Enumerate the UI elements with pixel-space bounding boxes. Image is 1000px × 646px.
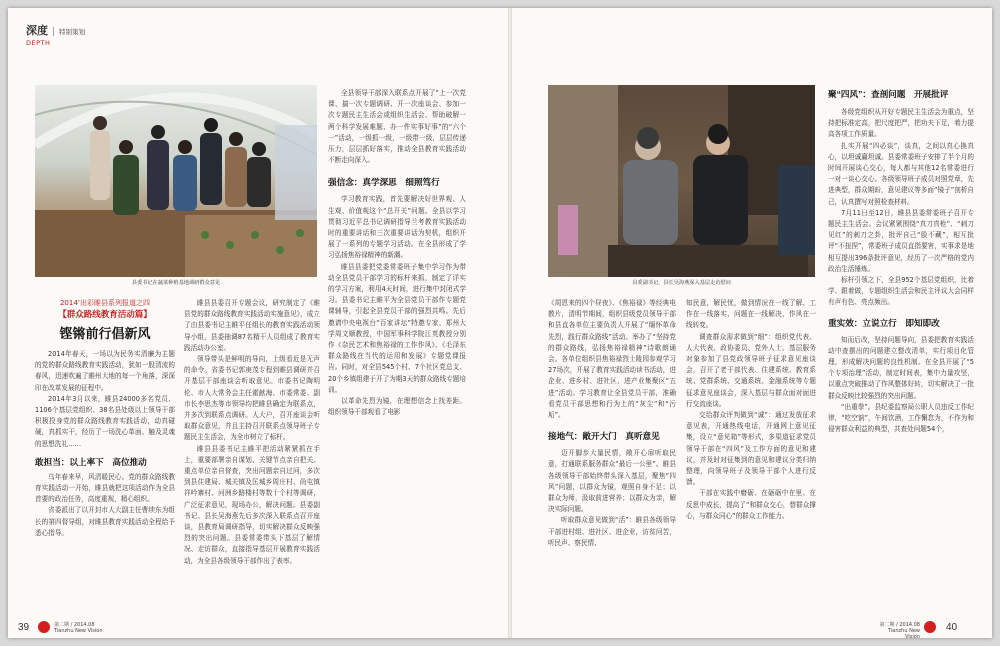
greenhouse-illustration: [35, 85, 317, 277]
r3-paragraph-4: 标杆引领之下，全县952个基层党组织，比着学、跟着做，专题组织生活会和民主评议大会同样有声有色、亮点频出。: [828, 276, 974, 307]
r1-paragraph-3: 听取群众意见做到“活”：睢县各级领导干部进村组、进社区、进企业，访贫问苦，听民声、察民情、: [548, 516, 676, 547]
magazine-logo-icon-right: [924, 621, 936, 633]
article-title: 铿锵前行倡新风: [59, 327, 151, 342]
greenhouse-photo: [35, 85, 317, 277]
spread-gutter: [508, 8, 512, 638]
section-heading-1: 敢担当：以上率下 高位推动: [35, 456, 147, 467]
left-page-number: 39: [18, 622, 30, 633]
intro-paragraph-1: 2014年春天，一场以为民务实清廉为主题的党的群众路线教育实践活动，犹如一股清流的春风，迅速吹遍了睢州大地的每一个角落，深深印在改革发展的征程中。: [35, 350, 175, 392]
intro-paragraph-2: 2014年3月以来，睢县24000多名党员、1106个基层党组织、38名县处级以上领导干部积极投身党的群众路线教育实践活动，动真碰硬，真抓实干，经历了一场洗心革面、触及灵魂的思想洗礼……: [35, 394, 175, 448]
left-issue: 第二期 / 2014.08: [54, 622, 95, 628]
r2-paragraph-2: 调查群众需求做到“细”：组织党代表、人大代表、政协委员、党外人士、基层服务对象参加了县党政领导班子征求意见座谈会，召开了老干部代表、住建系统、教育系统、党群系统、交通系统、金融系统等专题征求意见座谈会，深入基层与群众面对面进行交流座谈。: [686, 332, 816, 408]
right-issue: 第二期 / 2014.08: [879, 622, 920, 628]
c2-paragraph-2: 领导带头是鲜明的导向，上级看近是无声的命令。省委书记郭庚茂专程到睢县调研并召开基层干部座谈会听取意见。市委书记陶明伦、市人大常务会主任霍献海、市委常委、副市长李思杰等市领导均把睢县确定为联系点，并多次到联系点调研。人大户，召开座谈会听取群众意见，并且主持召开联系点领导班子专题民主生活会，为全市树立了标杆。: [184, 355, 320, 442]
r3-paragraph-5: 知而后改，坚持问题导向，县委把教育实践活动中查摆出的问题建立整改清单，实行项目化管理，形成解决问题的良性机制。在全县开展了“5个专项治理”活动，制定时间表，集中力量攻坚，以重点突破推动了作风整体好转，切实解决了一批群众反映比较强烈的突出问题。: [828, 335, 974, 400]
s1-paragraph-1: 乌年春来早，风清暖民心。党的群众路线教育实践活动一开始，睢县就把这项活动作为全县首要的政治任务，高度重视，精心组织。: [35, 472, 175, 504]
right-photo-caption: 县委副书记、县长吴海燕深入基层走访慰问: [632, 280, 731, 286]
section-heading-3: 接地气：敞开大门 真听意见: [548, 431, 660, 442]
r1-paragraph-2: 迈开脚步大量民情，敞开心扉听取民意，打通联系服务群众“最后一公里”。睢县各级领导干部始终带头深入基层，聚焦“四风”问题，以群众为镜，观照自身不足；以群众为师，汲取前进营养；以群众为亲，解决实际问题。: [548, 449, 676, 514]
series-label: 2014’出彩睢县系列报道之四: [59, 299, 151, 307]
right-page-number: 40: [946, 622, 958, 633]
left-magazine-name: Tianzhu New Vision: [54, 628, 103, 634]
series-bracket: 【群众路线教育活动篇】: [58, 310, 152, 320]
section-title: 深度: [26, 24, 48, 37]
section-header: 深度 | 特别策划 DEPTH: [26, 24, 86, 47]
r2-paragraph-1: 知民意，解民忧，做到情况在一线了解、工作在一线落实、问题在一线解决，作风在一线转变。: [686, 299, 816, 330]
right-column-3: [828, 88, 974, 623]
section-subtitle: 特别策划: [59, 28, 86, 36]
left-column-3: [328, 88, 466, 623]
visit-illustration: [548, 85, 815, 277]
section-heading-5: 重实效：立说立行 即知即改: [828, 317, 940, 328]
right-magazine-name: Tianzhu New Vision: [888, 628, 920, 640]
r2-paragraph-3: 交给群众评判做到“诚”：通过发放征求意见表，开通热线电话，开通网上意见征集，设立“意见箱”等形式，多渠道征求党员领导干部在“四风”及工作方面的意见和建议，并及时对征集到的意见和建议分类归纳整理，向领导班子及领导干部个人进行反馈。: [686, 411, 816, 487]
r2-paragraph-4: 干部在实践中磨砺、在砺砺中在里、在反思中成长，提高了“和群众交心，替群众撑心，与群众同心”的群众工作能力。: [686, 489, 816, 520]
r3-paragraph-6: “出重拳”。县纪委监察局公职人员违反工作纪律，“吃空饷”，午间饮酒，工作懈怠为，不作为和侵害群众利益的典型，共查处问题54个，: [828, 402, 974, 434]
c2-paragraph-3: 睢县县委书记主睢平把活动紧紧抓在手上，重要部署亲自谋划、关键节点亲自把关、重点单位亲自督查，突出问题亲自过问，多次到县住建局、城关镇及匡城乡周庄村、尚屯镇祥吟寨村、河洲乡路楼村等数十个村等调研，广泛征求意见，现场办公，解决问题。县委副书记、县长吴海燕先后多次深入联系点召开座谈，县教育局调研指导，切实解决群众反映强烈的突出问题。县委常委带头下基层了解情况、走访群众，直接指导基层开展教育实践活动，为全县各级领导干部作出了表率。: [184, 444, 320, 565]
r3-paragraph-1: 各级党组织从开好专题民主生活会为重点，坚持把标准定高，把尺度把严，把功夫下足，着力提高各项工作质量。: [828, 108, 974, 139]
section-english: DEPTH: [26, 39, 51, 47]
right-column-2: [686, 298, 816, 623]
magazine-spread: [8, 8, 992, 638]
left-issue-info: [54, 622, 103, 634]
right-issue-info: [872, 622, 920, 640]
left-column-1: [35, 298, 175, 623]
left-photo-caption: 县委书记在蔬菜种植基地调研群众意见: [131, 280, 221, 286]
visit-photo: [548, 85, 815, 277]
r1-paragraph-1: 《周恩来的四个昼夜》、《焦裕禄》等经典电教片，清明节期间，组织县级党员领导干部和县直各单位主要负责人开展了“缅怀革命先烈，践行群众路线”活动。举办了“坚持党的群众路线，弘扬焦裕禄精神”诗歌朗诵会。各单位组织县焦裕禄烈士陵园参观学习27场次，开展了教育实践活动读书活动，进企业、进乡村、进社区、进产业集聚区“五进”活动。学习教育让全县党员干部，准确看党员干部思想和行为上的“灰尘”和“污垢”。: [548, 299, 676, 420]
r3-paragraph-3: 7月11日至12日，睢县县委常委班子召开专题民主生活会。会议紧紧围绕“真刀真枪”、“刺刀见红”的刺刀之卦，批评自己“脸不藏”，相互批评“不扭捏”，常委班子成员直指要害，实事求是地相互提出396条批评意见，经历了一次严格的党内政治生活锤炼。: [828, 208, 974, 273]
s2-paragraph-1: 学习教育实践，首先要解决好世界观、人生观、价值观这个“总开关”问题。全县以学习贯彻习近平总书记调研指导兰考教育实践活动时的重要讲话和三次重要讲话为契机，组织开展了一系列的专题学习活动。在全县形成了学习弘扬焦裕禄精神的新潮。: [328, 195, 466, 260]
section-heading-4: 聚“四风”：查剖问题 开展批评: [828, 89, 949, 99]
section-heading-2: 强信念：真学深思 细照笃行: [328, 177, 440, 188]
c3-continued-paragraph: 全县领导干部深入联系点开展了“上一次党课、搞一次专题调研、开一次座谈会、参加一次专题民主生活会或组织生活会、帮助破解一两个科学发展难题、办一件实事好事”的“六个一”活动，一级抓一级，一级带一级，层层传递压力，层层抓好落实，推动全县教育实践活动不断走向深入。: [328, 89, 466, 165]
s1-paragraph-2: 省委派出了以开封市人大副主任曹续东为组长的第四督导组，对睢县教育实践活动全程给予悉心指导。: [35, 506, 175, 537]
s2-paragraph-3: 以革命先烈为镜，在理想信念上找差距。组织领导干部观看了电影: [328, 397, 466, 417]
left-column-2: [184, 298, 320, 623]
c2-paragraph-1: 睢县县委召开专题会议，研究制定了《睢县党的群众路线教育实践活动实施意见》，成立了由县委书记主睢平任组长的教育实践活动领导小组，县委抽调87名精干人员组成了教育实践活动办公室。: [184, 299, 320, 352]
r3-paragraph-2: 扎实开展“四必谈”，谈真，之间以真心换真心，以坦诚赢坦诚。县委常委班子安排了半个月的时间开展谈心交心，每人都与其他12名常委进行一对一谈心交心。各级领导班子成员对照党章，先进典型，群众期盼，意见建议等多面“镜子”剖析自己，认真撰写对照检查材料。: [828, 141, 974, 206]
right-column-1: [548, 298, 676, 623]
s2-paragraph-2: 睢县县委把党委常委班子集中学习作为带动全县党员干部学习的标杆来抓，制定了详实的学习方案，利用4天时间，进行集中封闭式学习。县委书记主睢平为全县党员干部作专题党课辅导，引起全县党员干部的强烈共鸣。先后邀请中央电视台“百家讲坛”特邀专家、郑州大学周文顺教授，中国军事科学院江英教授分别作《杂民艺术和焦裕禄的工作作风》、《毛泽东群众路线在当代的运用和发展》专题党课报告。同时，对全县545个村、7个社区党总支、20个乡镇组建于开了为期3天的群众路线专题培训。: [328, 262, 466, 394]
magazine-logo-icon: [38, 621, 50, 633]
